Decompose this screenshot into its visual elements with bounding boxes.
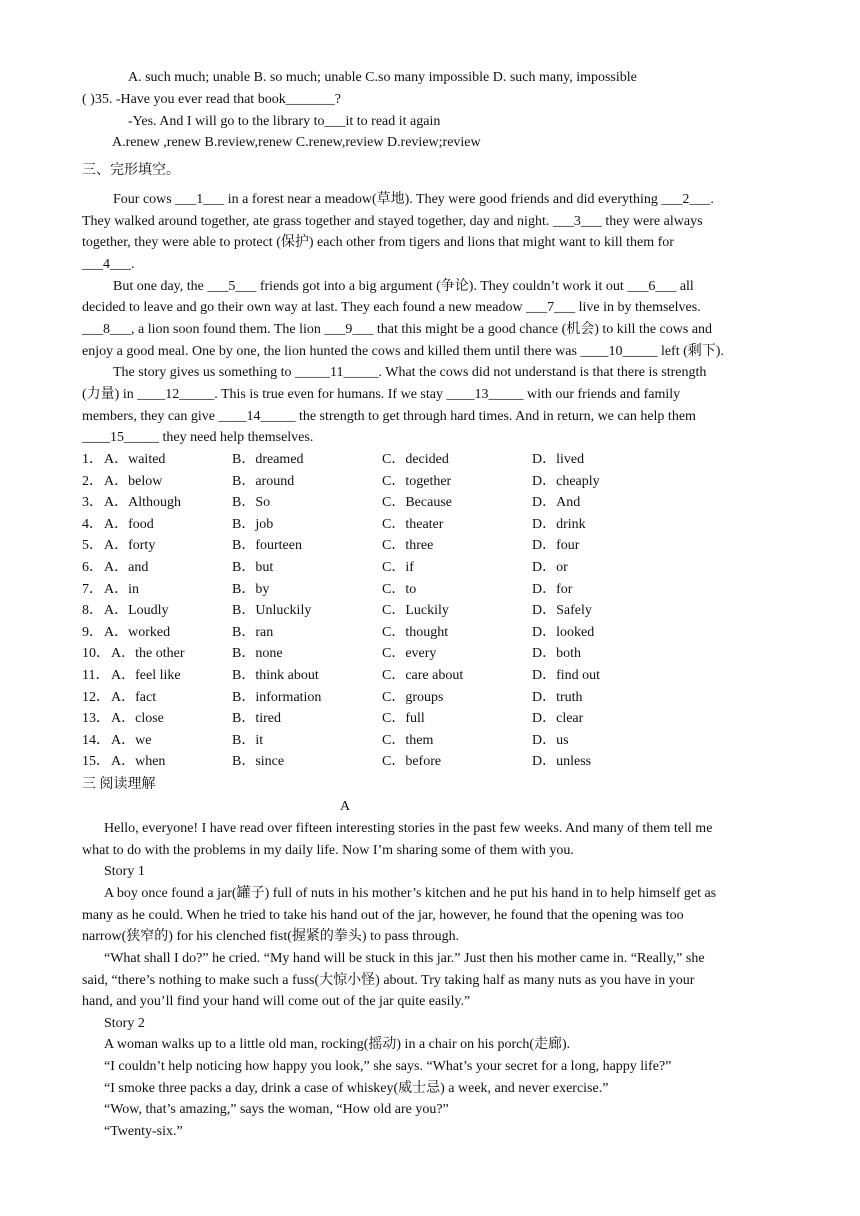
reading-a-label: A [340,799,351,814]
option-c: C．them [382,732,434,748]
reading-line: said, “there’s nothing to make such a fuss(大惊小怪) about. Try taking half as many nuts as you have in your [82,973,695,988]
question-number: 8． [82,603,103,619]
blank-4: ___4___ [82,257,131,272]
option-a: A．the other [111,646,185,662]
option-c: C．before [382,754,442,770]
option-a: A．Although [104,495,181,511]
passage-line: members, they can give ____14_____ the strength to get through hard times. And in return, we can help them [82,409,696,424]
option-c: C．every [382,646,437,662]
section-reading-title: 三 阅读理解 [82,777,156,792]
blank-15: ____15_____ [82,430,159,445]
passage-line: together, they were able to protect (保护) each other from tigers and lions that might want to kill them for [82,235,674,250]
option-b: B．So [232,495,271,511]
passage-line: ___4___. [82,257,135,272]
question-number: 4． [82,516,103,532]
option-b: B．by [232,581,270,597]
option-b: B．dreamed [232,452,304,467]
option-d: D．both [532,646,581,662]
option-a: A．fact [111,689,157,705]
blank-11: _____11_____ [295,365,379,380]
reading-line: what to do with the problems in my daily life. Now I’m sharing some of them with you. [82,843,574,858]
option-a: A．and [104,560,149,575]
option-c: C．to [382,581,417,597]
option-d: D．Safely [532,603,592,619]
q35-options: A.renew ,renew B.review,renew C.renew,review D.review;review [112,135,481,150]
option-d: D．clear [532,711,584,727]
blank-2: ___2___ [661,192,711,207]
question-number: 6． [82,560,103,575]
reading-line: “I smoke three packs a day, drink a case of whiskey(威士忌) a week, and never exercise.” [104,1081,609,1096]
reading-line: “I couldn’t help noticing how happy you look,” she says. “What’s your secret for a long, happy life?” [104,1059,672,1074]
blank-9: ___9___ [324,322,374,337]
option-b: B．it [232,732,264,748]
reading-line: many as he could. When he tried to take his hand out of the jar, however, he found that the opening was too [82,908,684,923]
option-d: D．four [532,538,580,554]
blank-3: ___3___ [552,214,602,229]
option-c: C．Because [382,495,452,511]
passage-line: ___8___, a lion soon found them. The lion ___9___ that this might be a good chance (机会) to kill the cows and [82,322,713,337]
option-b: B．tired [232,711,281,727]
option-a: A．close [111,711,164,727]
option-d: D．drink [532,516,586,532]
option-c: C．theater [382,516,444,532]
passage-line: Four cows ___1___ in a forest near a meadow(草地). They were good friends and did everything ___2___. [113,192,714,207]
option-c: C．together [382,473,452,489]
option-d: D．truth [532,689,583,705]
option-b: B．job [232,516,274,532]
option-a: A．Loudly [104,603,169,619]
question-number: 12． [82,689,110,705]
blank-7: ___7___ [526,300,576,315]
passage-line: ____15_____ they need help themselves. [82,430,314,445]
blank-5: ___5___ [207,279,257,294]
question-number: 11． [82,668,110,683]
question-number: 3． [82,495,103,511]
option-d: D．or [532,560,568,575]
option-d: D．find out [532,668,601,683]
option-c: C．groups [382,689,444,705]
option-d: D．us [532,732,569,748]
option-a: A．waited [104,452,166,467]
option-c: C．Luckily [382,603,449,619]
option-a: A．below [104,473,163,489]
option-b: B．information [232,689,322,705]
blank-12: ____12_____ [137,387,215,402]
reading-line: “Twenty-six.” [104,1124,183,1139]
q34-options: A. such much; unable B. so much; unable C.so many impossible D. such many, impossible [128,70,637,85]
q35-reply: -Yes. And I will go to the library to___it to read it again [128,114,441,129]
question-number: 14． [82,732,110,748]
option-c: C．three [382,538,434,554]
option-b: B．none [232,646,283,662]
option-a: A．in [104,581,139,597]
blank-14: ____14_____ [218,409,296,424]
blank-13: ____13_____ [446,387,524,402]
option-d: D．lived [532,452,585,467]
option-d: D．cheaply [532,473,600,489]
reading-line: Hello, everyone! I have read over fifteen interesting stories in the past few weeks. And many of them tell me [104,821,713,836]
section-cloze-title: 三、完形填空。 [82,163,180,178]
q35-question: ( )35. -Have you ever read that book_______? [82,92,341,107]
option-d: D．looked [532,624,595,640]
story-2-title: Story 2 [104,1016,145,1031]
passage-line: (力量) in ____12_____. This is true even for humans. If we stay ____13_____ with our friends and family [82,387,681,402]
passage-line: The story gives us something to _____11_____. What the cows did not understand is that there is strength [113,365,707,380]
passage-line: enjoy a good meal. One by one, the lion hunted the cows and killed them until there was ____10_____ left (剩下). [82,344,724,359]
question-number: 13． [82,711,110,727]
question-number: 9． [82,624,103,640]
option-a: A．food [104,516,154,532]
option-a: A．forty [104,538,156,554]
blank-8: ___8___ [82,322,131,337]
option-d: D．unless [532,754,592,770]
option-a: A．worked [104,624,171,640]
blank-10: ____10_____ [580,344,658,359]
option-b: B．but [232,560,274,575]
reading-line: “Wow, that’s amazing,” says the woman, “How old are you?” [104,1102,449,1117]
option-c: C．full [382,711,425,727]
passage-line: decided to leave and go their own way at last. They each found a new meadow ___7___ live in by themselves. [82,300,701,315]
blank-6: ___6___ [627,279,677,294]
story-1-title: Story 1 [104,864,145,879]
option-b: B．ran [232,624,274,640]
question-number: 1． [82,452,103,467]
option-c: C．if [382,560,414,575]
option-b: B．think about [232,668,319,683]
reading-line: A boy once found a jar(罐子) full of nuts in his mother’s kitchen and he put his hand in to help himself get as [104,886,717,901]
option-c: C．care about [382,668,464,683]
question-number: 10． [82,646,110,662]
reading-line: A woman walks up to a little old man, rocking(摇动) in a chair on his porch(走廊). [104,1037,571,1052]
option-b: B．since [232,754,285,770]
option-d: D．for [532,581,573,597]
option-a: A．when [111,754,166,770]
question-number: 5． [82,538,103,554]
question-number: 7． [82,581,103,597]
passage-line: But one day, the ___5___ friends got into a big argument (争论). They couldn’t work it out ___6___ all [113,279,694,294]
blank-1: ___1___ [175,192,225,207]
option-a: A．we [111,732,152,748]
passage-line: They walked around together, ate grass together and stayed together, day and night. ___3___ they were always [82,214,703,229]
option-c: C．decided [382,452,449,467]
question-number: 2． [82,473,103,489]
question-number: 15． [82,754,110,770]
reading-line: “What shall I do?” he cried. “My hand will be stuck in this jar.” Just then his mother came in. “Really,” she [104,951,705,966]
option-c: C．thought [382,624,449,640]
reading-line: narrow(狭窄的) for his clenched fist(握紧的拳头) to pass through. [82,929,460,944]
option-d: D．And [532,495,581,511]
option-b: B．Unluckily [232,603,312,619]
option-b: B．fourteen [232,538,302,554]
reading-line: hand, and you’ll find your hand will come out of the jar quite easily.” [82,994,471,1009]
option-b: B．around [232,473,295,489]
option-a: A．feel like [111,668,181,683]
